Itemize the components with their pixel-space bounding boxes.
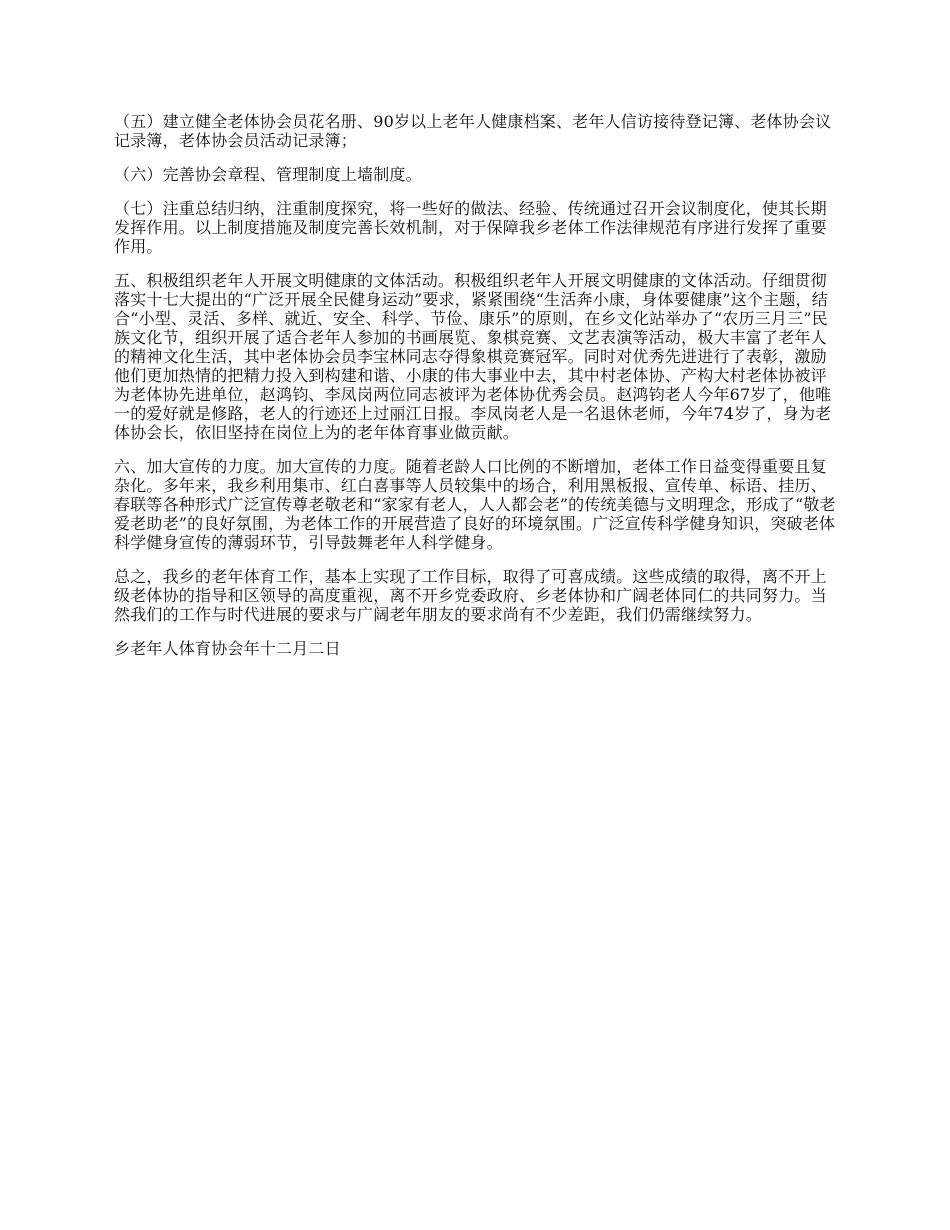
paragraph-item-7: （七）注重总结归纳，注重制度探究，将一些好的做法、经验、传统通过召开会议制度化，使其长期发挥作用。以上制度措施及制度完善长效机制，对于保障我乡老体工作法律规范有序进行发挥了重要作用。: [114, 199, 827, 256]
paragraph-conclusion: 总之，我乡的老年体育工作，基本上实现了工作目标，取得了可喜成绩。这些成绩的取得，离不开上级老体协的指导和区领导的高度重视，离不开乡党委政府、乡老体协和广阔老体同仁的共同努力。当然我们的工作与时代进展的要求与广阔老年朋友的要求尚有不少差距，我们仍需继续努力。: [114, 567, 827, 624]
paragraph-section-5: 五、积极组织老年人开展文明健康的文体活动。积极组织老年人开展文明健康的文体活动。仔细贯彻落实十七大提出的“广泛开展全民健身运动”要求，紧紧围绕“生活奔小康，身体要健康”这个主题，结合“小型、灵活、多样、就近、安全、科学、节俭、康乐”的原则，在乡文化站举办了“农历三月三”民族文化节，组织开展了适合老年人参加的书画展览、象棋竞赛、文艺表演等活动，极大丰富了老年人的精神文化生活，其中老体协会员李宝林同志夺得象棋竞赛冠军。同时对优秀先进进行了表彰，激励他们更加热情的把精力投入到构建和谐、小康的伟大事业中去，其中村老体协、产构大村老体协被评为老体协先进单位，赵鸿钧、李凤岗两位同志被评为老体协优秀会员。赵鸿钧老人今年67岁了，他唯一的爱好就是修路，老人的行迹还上过丽江日报。李凤岗老人是一名退休老师，今年74岁了，身为老体协会长，依旧坚持在岗位上为的老年体育事业做贡献。: [114, 271, 832, 442]
document-body: [114, 112, 838, 673]
paragraph-section-6: 六、加大宣传的力度。加大宣传的力度。随着老龄人口比例的不断增加，老体工作日益变得重要且复 杂化。多年来，我乡利用集市、红白喜事等人员较集中的场合，利用黑板报、宣传单、标语、挂历、春联等各种形式广泛宣传尊老敬老和“家家有老人，人人都会老”的传统美德与文明理念，形成了“敬老爱老助老”的良好氛围，为老体工作的开展营造了良好的环境氛围。广泛宣传科学健身知识，突破老体科学健身宣传的薄弱环节，引导鼓舞老年人科学健身。: [114, 457, 836, 552]
paragraph-item-6: （六）完善协会章程、管理制度上墙制度。: [114, 165, 422, 184]
signature-line: 乡老年人体育协会年十二月二日: [114, 639, 341, 658]
paragraph-item-5: （五）建立健全老体协会员花名册、90岁以上老年人健康档案、老年人信访接待登记簿、老体协会议记录簿，老体协会员活动记录簿；: [114, 112, 832, 150]
